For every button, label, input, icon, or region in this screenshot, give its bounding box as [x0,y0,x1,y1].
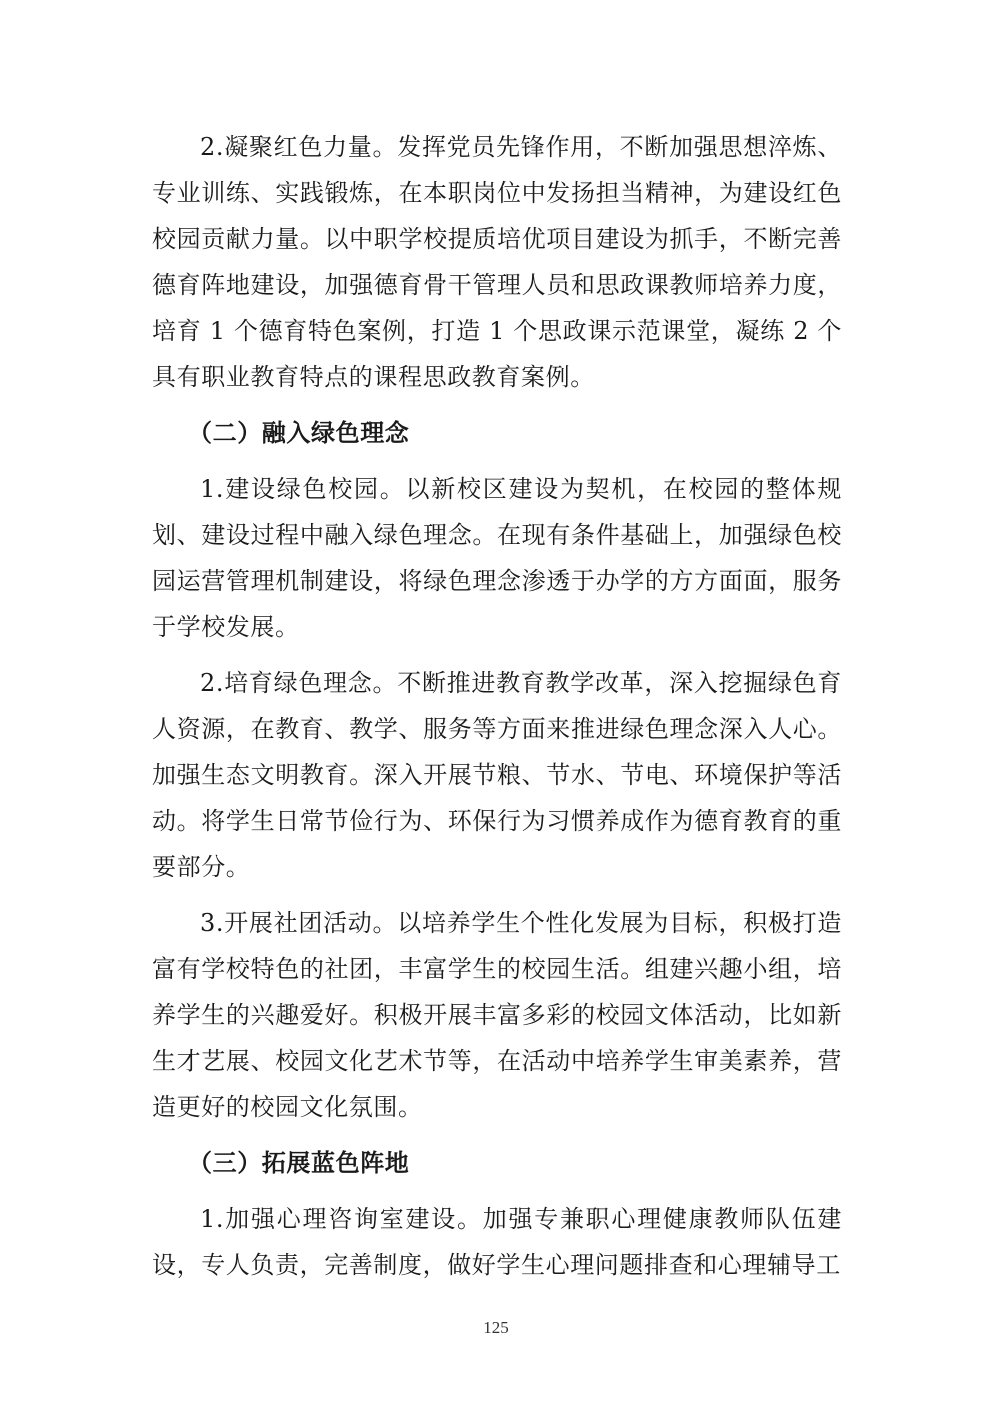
paragraph-club-activities: 3.开展社团活动。以培养学生个性化发展为目标，积极打造富有学校特色的社团，丰富学生的校园生活。组建兴趣小组，培养学生的兴趣爱好。积极开展丰富多彩的校园文体活动，比如新生才艺展、校园文化艺术节等，在活动中培养学生审美素养，营造更好的校园文化氛围。 [152,909,842,1121]
section-heading-blue-front: （三）拓展蓝色阵地 [188,1149,410,1177]
paragraph-green-concept: 2.培育绿色理念。不断推进教育教学改革，深入挖掘绿色育人资源，在教育、教学、服务等方面来推进绿色理念深入人心。加强生态文明教育。深入开展节粮、节水、节电、环境保护等活动。将学生日常节俭行为、环保行为习惯养成作为德育教育的重要部分。 [152,669,842,881]
paragraph-counseling-room: 1.加强心理咨询室建设。加强专兼职心理健康教师队伍建设，专人负责，完善制度，做好学生心理问题排查和心理辅导工 [152,1205,842,1279]
paragraph-green-campus: 1.建设绿色校园。以新校区建设为契机，在校园的整体规划、建设过程中融入绿色理念。在现有条件基础上，加强绿色校园运营管理机制建设，将绿色理念渗透于办学的方方面面，服务于学校发展。 [152,475,842,641]
document-body [152,124,842,1298]
section-heading-green-concept: （二）融入绿色理念 [188,419,410,447]
paragraph-cohesion-red-strength: 2.凝聚红色力量。发挥党员先锋作用，不断加强思想淬炼、专业训练、实践锻炼，在本职岗位中发扬担当精神，为建设红色校园贡献力量。以中职学校提质培优项目建设为抓手，不断完善德育阵地建设，加强德育骨干管理人员和思政课教师培养力度，培育 1 个德育特色案例，打造 1 个思政课示范课堂，凝练 2 个具有职业教育特点的课程思政教育案例。 [152,133,842,391]
page-number: 125 [483,1318,509,1337]
